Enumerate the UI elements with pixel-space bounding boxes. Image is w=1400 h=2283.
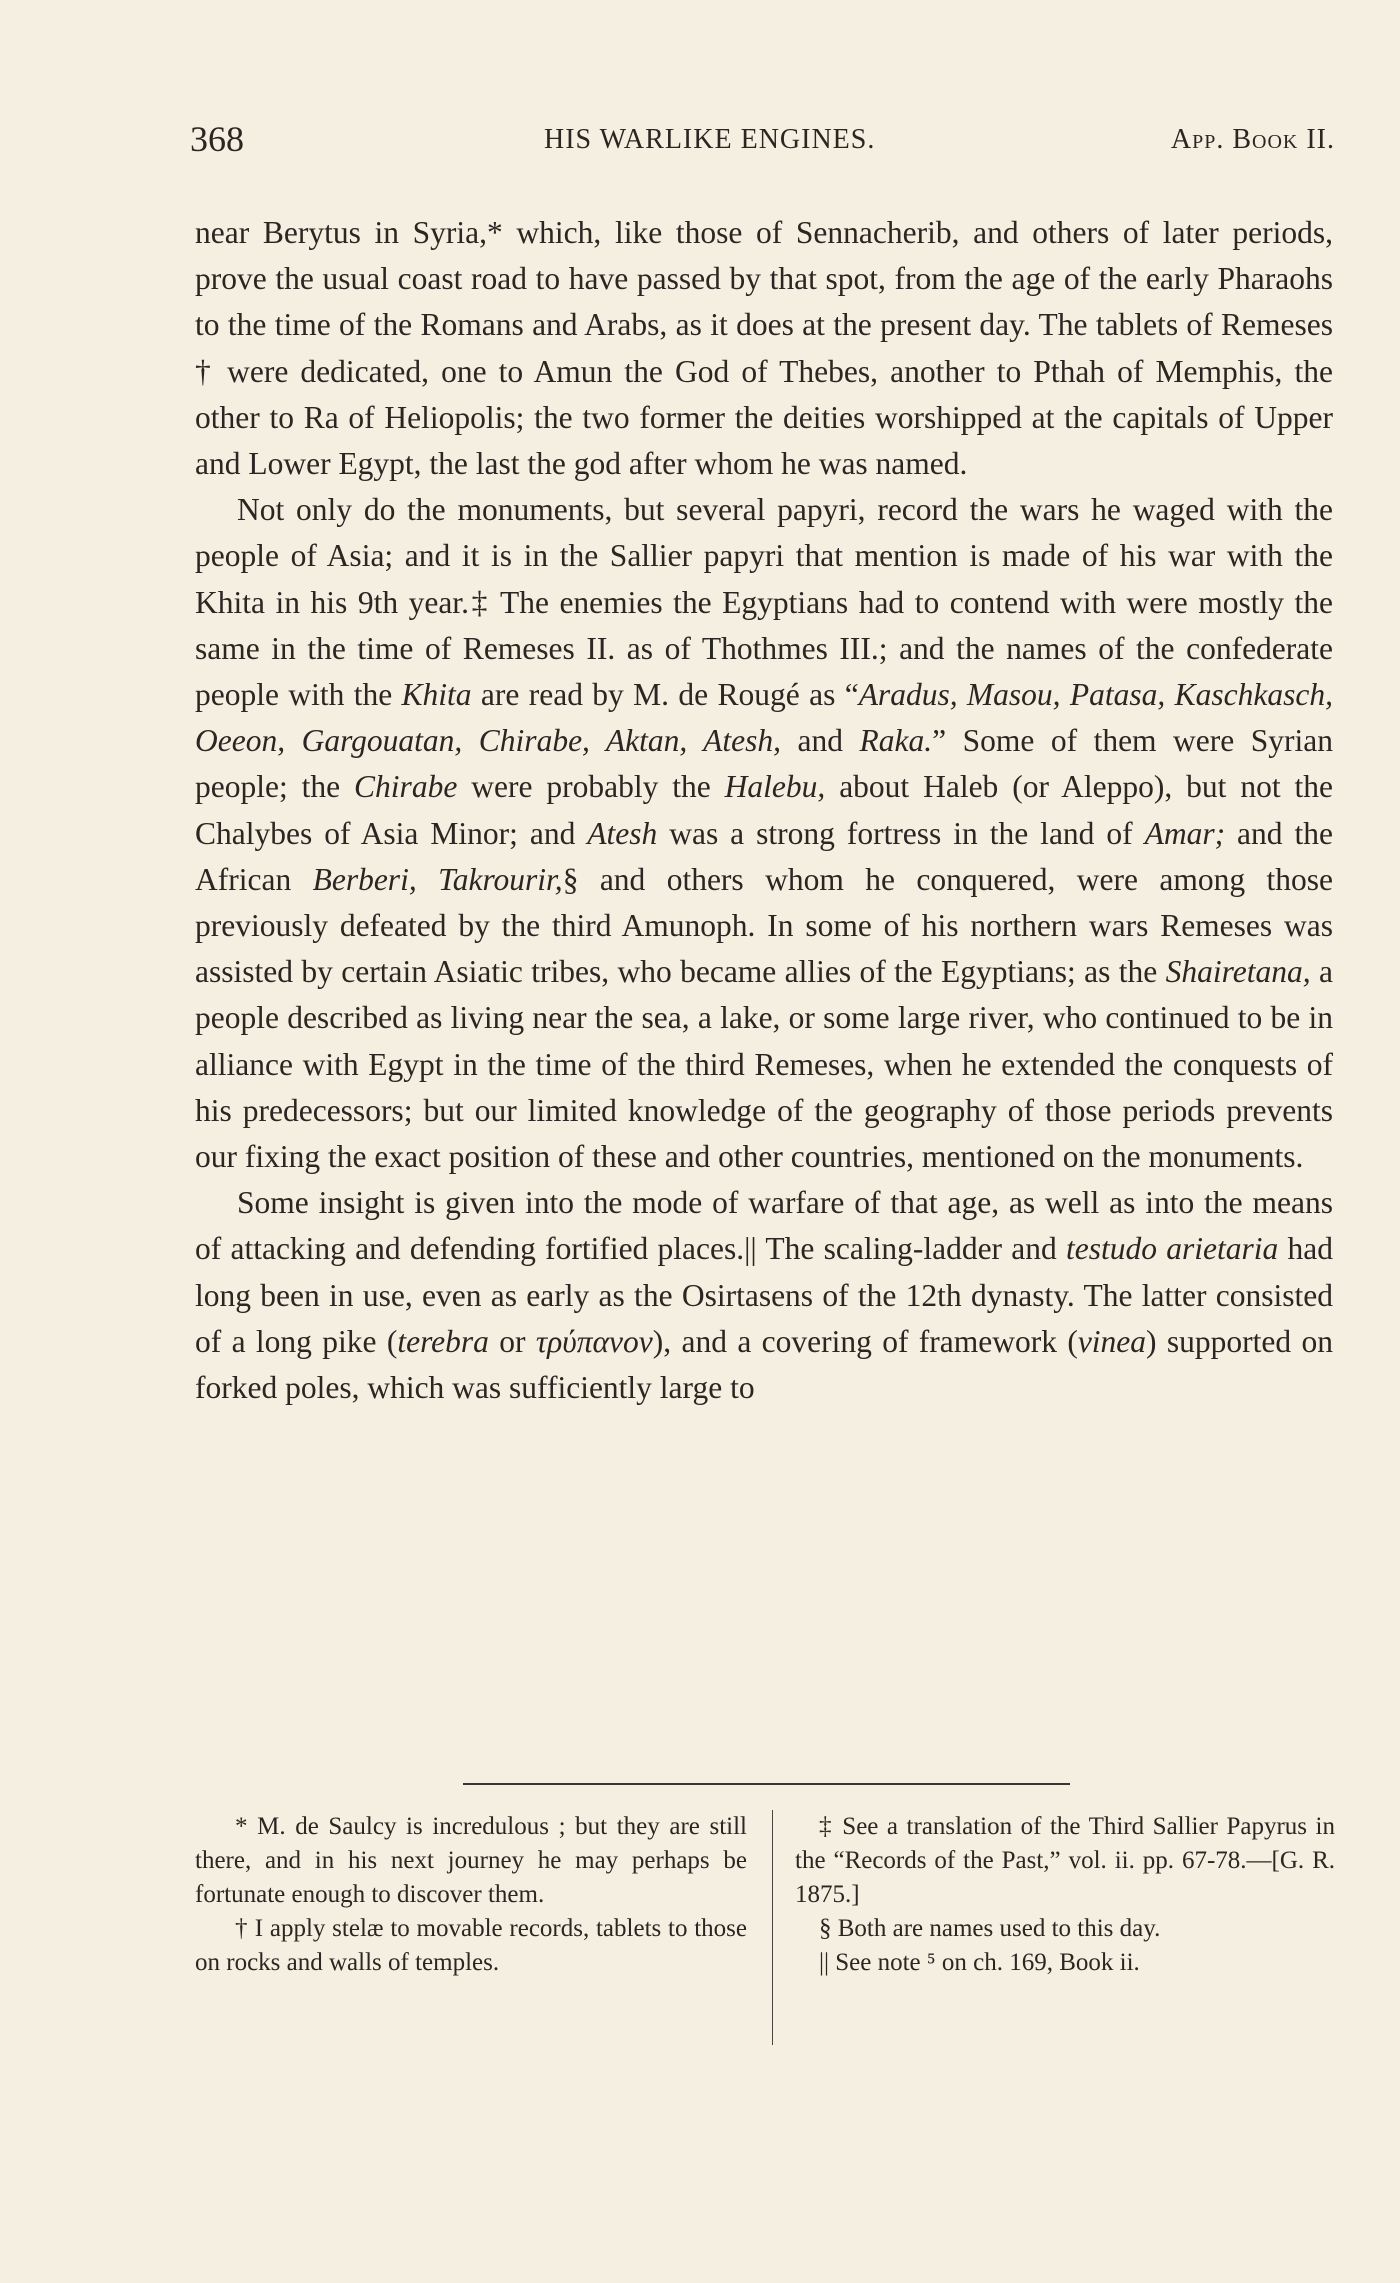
italic-run: Raka.	[859, 723, 933, 759]
text-run: or	[488, 1323, 536, 1359]
text-run: ) supported on forked poles, which was sufficiently large to	[195, 1323, 1333, 1406]
italic-run: Khita	[401, 677, 472, 713]
italic-run: Halebu,	[724, 769, 826, 805]
italic-run: testudo arietaria	[1066, 1231, 1279, 1267]
text-run: ), and a covering of framework (	[652, 1323, 1078, 1359]
text-run: are read by M. de Rougé as “	[471, 677, 859, 713]
footnote-asterisk: * M. de Saulcy is incredulous ; but they are still there, and in his next journey he may perhaps be fortunate enough to discover them.	[195, 1813, 747, 1908]
text-run: were probably the	[457, 769, 725, 805]
italic-run: vinea	[1077, 1323, 1147, 1359]
italic-run: terebra	[397, 1323, 489, 1359]
text-run: Not only do the monuments, but several papyri, record the wars he waged with the people of Asia; and it is in the Sallier papyri that mention is made of his war with the Khita in his 9th year.‡ The enemies the Egyptians had to contend with were mostly the same in the time of Remeses II. as of Thothmes III.; and the names of the confederate people with the	[195, 492, 1333, 713]
text-run: and the African	[195, 815, 1333, 897]
text-run: Some insight is given into the mode of warfare of that age, as well as into the means of attacking and defending fortified places.|| The scaling-ladder and	[195, 1185, 1333, 1267]
footnote-dagger: † I apply stelæ to movable records, tablets to those on rocks and walls of temples.	[195, 1915, 747, 1976]
running-title: HIS WARLIKE ENGINES.	[544, 124, 876, 155]
footnote-parallel: || See note ⁵ on ch. 169, Book ii.	[819, 1949, 1140, 1976]
italic-run: Berberi, Takrourir,	[312, 861, 563, 897]
book-label: App. Book II.	[1170, 124, 1335, 155]
text-run: was a strong fortress in the land of	[657, 815, 1145, 851]
page-header	[190, 118, 1335, 168]
text-run: ” Some of them were Syrian people; the	[195, 723, 1333, 805]
footnotes-right-column	[795, 1810, 1335, 1980]
paragraph-2	[195, 487, 1333, 1180]
footnote-divider	[463, 1783, 1070, 1785]
text-run: had long been in use, even as early as the Osirtasens of the 12th dynasty. The latter consisted of a long pike (	[195, 1231, 1334, 1359]
footnote-double-dagger: ‡ See a translation of the Third Sallier Papyrus in the “Records of the Past,” vol. ii. pp. 67-78.—[G. R. 1875.]	[795, 1813, 1335, 1908]
text-run: about Haleb (or Aleppo), but not the Chalybes of Asia Minor; and	[195, 769, 1333, 851]
italic-run: Amar;	[1144, 815, 1226, 851]
italic-run: Aradus, Masou, Patasa, Kaschkasch, Oeeon, Gargouatan, Chirabe, Aktan, Atesh,	[195, 677, 1334, 759]
page-number: 368	[190, 119, 244, 159]
paragraph-1	[195, 210, 1333, 487]
paragraph-3	[195, 1180, 1333, 1411]
footnote-column-separator	[772, 1810, 773, 2045]
text-run: near Berytus in Syria,* which, like those of Sennacherib, and others of later periods, prove the usual coast road to have passed by that spot, from the age of the early Pharaohs to the time of the Romans and Arabs, as it does at the present day. The tablets of Remeses † were dedicated, one to Amun the God of Thebes, another to Pthah of Memphis, the other to Ra of Heliopolis; the two former the deities worshipped at the capitals of Upper and Lower Egypt, the last the god after whom he was named.	[195, 215, 1333, 482]
greek-word: τρύπανον	[535, 1323, 653, 1359]
footnotes-left-column	[195, 1810, 747, 1980]
footnote-section: § Both are names used to this day.	[819, 1915, 1161, 1942]
text-run: § and others whom he conquered, were among those previously defeated by the third Amunoph. In some of his northern wars Remeses was assisted by certain Asiatic tribes, who became allies of the Egyptians; as the	[195, 861, 1333, 990]
italic-run: Atesh	[587, 815, 658, 851]
text-run: a people described as living near the sea, a lake, or some large river, who continued to be in alliance with Egypt in the time of the third Remeses, when he extended the conquests of his predecessors; but our limited knowledge of the geography of those periods prevents our fixing the exact position of these and other countries, mentioned on the monuments.	[195, 954, 1333, 1175]
italic-run: Shairetana,	[1165, 954, 1311, 990]
main-text	[195, 210, 1333, 1411]
text-run: and	[781, 723, 860, 759]
italic-run: Chirabe	[354, 769, 458, 805]
